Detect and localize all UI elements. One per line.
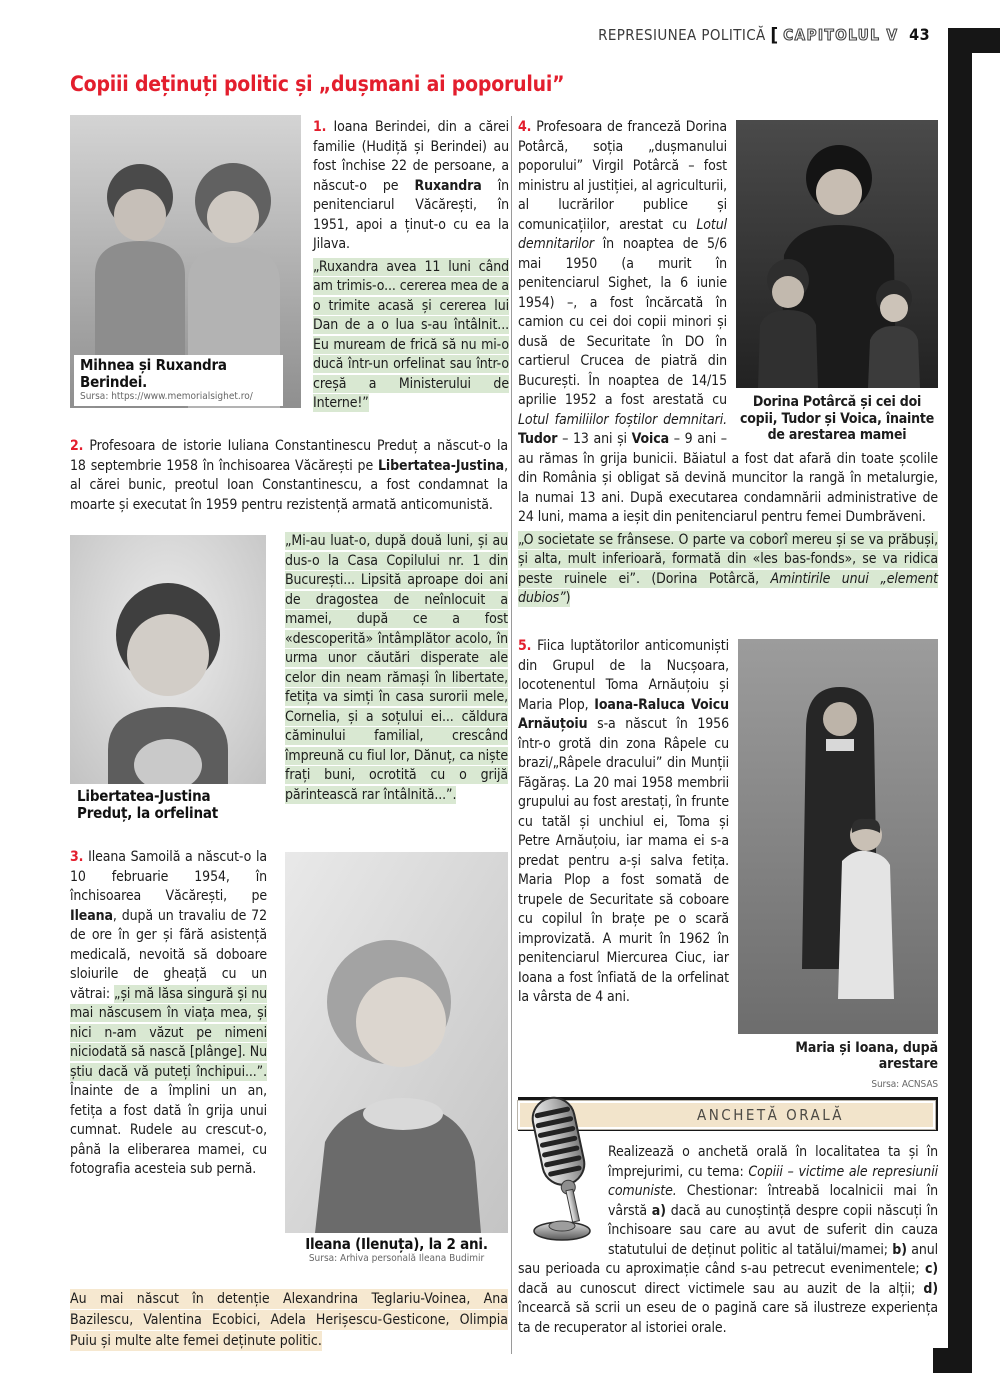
microphone-art xyxy=(518,1093,604,1243)
photo-maria-ioana xyxy=(738,639,938,1034)
photo-art xyxy=(285,852,508,1233)
figure-maria-ioana xyxy=(738,639,938,1095)
photo-art xyxy=(738,639,938,1034)
photo-dorina-potarca xyxy=(736,120,938,388)
photo-caption: Dorina Potârcă și cei doi copii, Tudor și Voica, înainte de arestarea mamei xyxy=(739,394,935,443)
paragraph-4: 4. Profesoara de franceză Dorina Potârcă, soția „dușmanului poporului” Virgil Potârcă – fost ministru al justiției, al agriculturii, al lucrărilor publice și comunicațiilor, arestat cu Lotul demnitarilor în noaptea de 5/6 mai 1950 (a murit în penitenciarul Sighet, la 6 iunie 1954) –, a fost încărcată în camion cu cei doi copii minori și dusă de Securitate în DO în cartierul Crucea de piatră din București. În noaptea de 14/15 aprilie 1952 a fost arestată cu Lotul familiilor foștilor demnitari. Tudor – 13 ani și Voica – 9 ani – au rămas în grija bunicii. Băiatul a fost dat afară din toate școlile din România și obligat să devină muncitor la rangă în metalurgie, la numai 13 ani. După executarea condamnării administrative de 24 luni, mama a ieșit din penitenciarul pentru femei Dumbrăveni. xyxy=(518,119,938,525)
photo-caption-box xyxy=(285,1236,508,1265)
photo-caption: Ileana (Ilenuța), la 2 ani. xyxy=(305,1235,488,1253)
photo-caption-box xyxy=(70,784,266,828)
photo-source: Sursa: https://www.memorialsighet.ro/ xyxy=(80,391,253,402)
frame-bar-right xyxy=(948,28,972,1373)
figure-ileana xyxy=(285,852,508,1265)
paragraph-1: 1. Ioana Berindei, din a cărei familie (Hudiță și Berindei) au fost închise 22 de persoane, a născut-o pe Ruxandra în penitenciarul Văcărești, în 1951, apoi a ținut-o cu ea la Jilava. xyxy=(313,119,510,252)
paragraph-5: 5. Fiica luptătorilor anticomuniști din Grupul de la Nucșoara, locotenentul Toma Arnăuțoiu și Maria Plop, Ioana-Raluca Voicu Arnăuțoiu s-a născut în 1956 într-o grotă din zona Râpele cu brazi/„Râpele dracului” din Munții Făgăraș. La 20 mai 1958 membrii grupului au fost arestați, în frunte cu tatăl și unchiul ei, Toma și Petre Arnăuțoiu, iar mama ei s-a predat pentru a-și salva fetița. Maria Plop a fost somată de trupele de Securitate să coboare cu copilul în brațe pe o scară improvizată. A murit în 1962 în penitenciarul Miercurea Ciuc, iar Ioana a fost înfiată de la orfelinat la vârsta de 4 ani. xyxy=(518,638,729,1005)
page-number: 43 xyxy=(909,25,930,44)
paragraph-3: 3. Ileana Samoilă a născut-o la 10 februarie 1954, în închisoarea Văcărești, pe Ileana, după un travaliu de 72 de ore în ger și fără asistență medicală, nevoită să doboare sloiurile de gheață cu un vătrai: „și mă lăsa singură și nu mai născusem în viața mea, și nici n-am văzut pe nimeni niciodată să nască [plânge]. Nu știu dacă vă puteți închipui...”. Înainte de a împlini un an, fetița a fost dată în grija unui cumnat. Rudele au crescut-o, până la eliberarea mamei, cu fotografia acesteia sub pernă. xyxy=(70,849,267,1177)
paragraph-4-section xyxy=(518,118,938,609)
paragraph-2-quote: „Mi-au luat-o, după două luni, și au dus-o la Casa Copilului nr. 1 din București... Lipsită aproape doi ani de dragostea de neînlocuit a mamei, după ce a fost «descoperită» întâmplător acolo, în urma unor căutări disperate ale celor din neam rămași în libertate, fetița va simți în casa surorii mele, Cornelia, și a soțului ei... căldura căminului familial, crescând împreună cu fiul lor, Dănuț, ca niște frați buni, ocrotită cu o grijă părintească rar întâlnită...”. xyxy=(285,533,508,803)
photo-caption: Mihnea și Ruxandra Berindei. xyxy=(80,356,227,391)
page-title: Copiii deținuți politic și „dușmani ai poporului” xyxy=(70,72,565,96)
photo-caption-box xyxy=(74,355,283,406)
photo-ileana xyxy=(285,852,508,1233)
photo-mihnea-ruxandra xyxy=(70,115,301,408)
inquiry-title: ANCHETĂ ORALĂ xyxy=(518,1101,935,1129)
column-divider xyxy=(511,116,512,1354)
frame-bar-bottom xyxy=(933,1348,972,1373)
photo-caption: Libertatea-Justina Preduț, la orfelinat xyxy=(77,787,219,822)
oral-inquiry-box xyxy=(518,1093,938,1338)
running-header xyxy=(460,24,930,46)
photo-art xyxy=(736,120,938,388)
paragraph-1-quote: „Ruxandra avea 11 luni când am trimis-o... cererea mea de a o trimite acasă și cererea lui Dan de a o lua s-au întâlnit... Eu muream de frică să nu mi-o ducă într-un orfelinat sau într-o creșă a Ministerului de Interne!” xyxy=(313,258,509,411)
photo-source: Sursa: Arhiva personală Ileana Budimir xyxy=(308,1253,485,1264)
paragraph-2: 2. Profesoara de istorie Iuliana Constantinescu Preduț a născut-o la 18 septembrie 1958 în închisoarea Văcărești pe Libertatea-Justina, al cărei bunic, preotul Ioan Constantinescu, a fost condamnat la moarte și executat în 1959 pentru rezistență armată anticomunistă. xyxy=(70,438,508,513)
inquiry-body: Realizează o anchetă orală în localitatea ta și în împrejurimi, cu tema: Copiii – victime ale represiunii comuniste. Chestionar: întreabă localnicii mai în vârstă a) dacă au cunoștință despre copii născuți în închisoare sau care au avut de suferit din cauza statutului de deținut politic al tatălui/mamei; b) anul sau perioada cu aproximație când s-au petrecut evenimentele; c) dacă au cunoscut direct victimele sau au auzit de la alții; d) încearcă să scrii un eseu de o pagină care să ilustreze experiența ta de recuperator al istoriei orale. xyxy=(518,1144,939,1336)
header-bracket: [ xyxy=(770,24,779,46)
microphone-icon xyxy=(518,1093,604,1243)
figure-potarca xyxy=(736,120,938,444)
paragraph-5-section xyxy=(518,637,938,1101)
photo-source: Sursa: ACNSAS xyxy=(871,1079,938,1090)
bottom-note: Au mai născut în detenție Alexandrina Teglariu-Voinea, Ana Bazilescu, Valentina Ecobici, Adela Herișescu-Gesticone, Olimpia Puiu și multe alte femei deținute politic. xyxy=(70,1291,508,1349)
photo-libertatea-justina xyxy=(70,535,266,828)
photo-caption: Maria și Ioana, după arestare xyxy=(795,1040,938,1072)
header-chapter-label: CAPITOLUL V xyxy=(783,26,899,44)
header-section-label: REPRESIUNEA POLITICĂ xyxy=(598,26,766,44)
paragraph-1-column xyxy=(313,118,509,414)
paragraph-4-quote: „O societate se frânsese. O parte va coborî mereu și se va prăbuși, și alta, mult inferioară, formată din «les bas-fonds», se va ridica peste ruinele ei”. (Dorina Potârcă, Amintirile unui „element dubios”) xyxy=(518,531,938,606)
